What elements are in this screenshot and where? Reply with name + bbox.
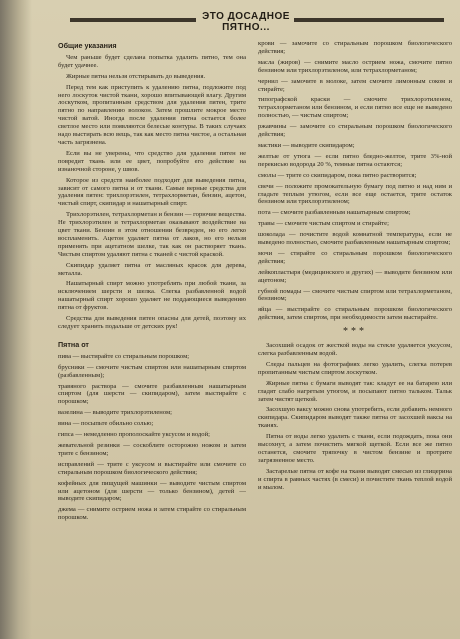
paragraph: Средства для выведения пятен опасны для детей, поэтому их следует хранить подальше от детских рук! [58,315,246,330]
paragraph: Трихлорэтилен, тетрахлорметан и бензин — горючие вещества. Не трихлорэтилен и тетрахлорметан оказывают воздействие на цвет ткани. Бензин в этом отношении безвреден, но его легко воспламенить. Ацетон удаляет пятна от лаков, но его нельзя применять при ацетатном шелке, так как он растворяет ткань. Чистым спиртом удаляют пятна с тканей с чистой краской. [58,211,246,258]
list-item: губной помады — смочите чистым спиртом или тетрахлорметаном, бензином; [258,287,452,303]
list-item: вина — посыпьте обильно солью; [58,420,154,428]
list-item: яйца — выстирайте со стиральным порошком биологического действия, затем спиртом, при необходимости затем выстирайте. [258,306,452,322]
paragraph: Пятна от воды легко удалить с ткани, если подождать, пока они высохнут, а затем почистить мягкой щеткой. Если все же пятно останется, смочите тряпочку в чистом бензине и протрите загрязненное место. [258,433,452,464]
list-item: гипса — немедленно прополоскайте уксусом и водой; [58,431,210,439]
paragraph: Застарелые пятна от кофе на ткани выводят смесью из глицерина и спирта в равных частях (в смеси) и почистите ткань теплой водой и мылом. [258,467,452,491]
list-item: жевательной резинки — соскоблите осторожно ножом и затем трите с бензином; [58,441,246,457]
paragraph: Жирные пятна с бумаги выводят так: кладут ее на батарею или гладят слабо нагретым утюгом, и посыпают пятно тальком. Тальк затем чистят щеткой. [258,379,452,403]
list-item: кофейных для пищущей машинки — выводите чистым спиртом или ацетоном (для шерсти — только бензином), детей — выводите скипидаром; [58,479,246,503]
section-divider-stars: *** [343,326,367,338]
paragraph: Следы пальцев на фотографиях легко удалить, слегка потерев пропитанным чистым спиртом лоскутком. [258,360,452,376]
list-item: пота — смочите разбавленным нашатырным спиртом; [258,209,411,217]
list-item: брусники — смочите чистым спиртом или нашатырным спиртом (разбавленным); [58,363,246,379]
right-column [258,40,452,495]
header-rule-left [70,18,196,22]
section-heading-stains: Пятна от [58,339,89,349]
list-item: свечи — положите промокательную бумагу под пятно и над ним и гладьте теплым утюгом, если все еще остается, трите остаток бензином или трихлорэтиленом; [258,182,452,206]
section-heading-general: Общие указания [58,41,117,50]
list-item: смолы — трите со скипидаром, пока пятно растворится; [258,171,417,179]
list-item: типографской краски — смочите трихлорэтиленом, тетрахлорметаном или бензином, и если пятно все еще не выведено полностью, — чистым спиртом; [258,96,452,120]
paragraph: Которое из средств наиболее подходит для выведения пятна, зависит от самого пятна и от ткани. Самые верные средства для удаления пятен: трихлорэтилен, тетрахлорметан, бензин, ацетон, чистый спирт, скипидар и нашатырный спирт. [58,176,246,208]
paragraph: Скипидар удаляет пятна от масляных красок для дерева, металла. [58,261,246,277]
list-item: масла (жиров) — снимите масло острием ножа, смочите пятно бензином или трихлорэтиленом, или тетрахлорметаном; [258,58,452,74]
list-item: вазелина — выводите трихлорэтиленом; [58,409,173,417]
paragraph: Засохший осадок от жесткой воды на стекле удаляется уксусом, слегка разбавленным водой. [258,342,452,357]
header-rule-right [294,18,444,22]
list-item: травы — смочите чистым спиртом и стирайте; [258,220,389,228]
left-column [58,40,246,525]
list-item: пива — выстирайте со стиральным порошком; [58,352,190,360]
list-item: джема — снимите острием ножа и затем стирайте со стиральным порошком. [58,506,246,522]
list-item: шоколада — почистите водой комнатной температуры, если не выведено полностью, смочите разбавленным нашатырным спиртом; [258,231,452,247]
list-item: крови — замочите со стиральным порошком биологического действия; [258,40,452,55]
paragraph: Чем раньше будет сделана попытка удалить пятно, тем она будет удачнее. [58,53,246,69]
paragraph: Жирные пятна нельзя отстирывать до выведения. [66,72,206,80]
page-fold-shadow [0,0,32,639]
list-item: травяного раствора — смочите разбавленным нашатырным спиртом (для шерсти — скипидаром), затем выстирайте с порошком; [58,382,246,406]
list-item: лейкопластыря (медицинского и других) — выводите бензином или ацетоном; [258,268,452,284]
list-item: мастики — выводите скипидаром; [258,141,355,149]
paragraph: Если вы не уверены, что средство для удаления пятен не повредит ткань или ее цвет, попробуйте его действие на изнаночной стороне, у швов. [58,149,246,173]
list-item: исправлений — трите с уксусом и выстирайте или смочите со стиральным порошком биологического действия; [58,460,246,476]
list-item: мочи — стирайте со стиральным порошком биологического действия; [258,249,452,265]
list-item: чернил — замочите в молоке, затем смочите лимонным соком и стирайте; [258,77,452,93]
list-item: ржавчины — замочите со стиральным порошком биологического действия; [258,123,452,139]
page-header [0,10,460,33]
page-title: ЭТО ДОСАДНОЕ ПЯТНО... [202,11,290,33]
paragraph: Нашатырный спирт можно употреблять при любой ткани, за исключением шерсти и шелка. Слегка разбавленной водой нашатырный спирт хорошо удаляет не поддающиеся выведению пятна от фруктов. [58,280,246,312]
paragraph: Засохшую ваксу можно снова употребить, если добавить немного скипидара. Скипидаром выводят также пятна от засохшей ваксы на тканях. [258,406,452,430]
list-item: желтые от утюга — если пятно бледно-желтое, трите 3%-ной перекисью водорода 20 %, темные пятна остаются; [258,152,452,168]
paragraph: Перед тем как приступить к удалению пятна, подложите под него лоскуток чистой ткани, хорошо впитывающей влагу. Другим лоскутком, пропитанным средством для удаления пятен, трите пятно по направлению волокон. Затем прошлите мокрое место чистой ватой. Иногда после удаления пятна остается более светлое место или появляются белесые контуры. В таких случаях надо выстирать всю вещь, так как место пятна чистое, а остальная часть загрязнена. [58,83,246,146]
